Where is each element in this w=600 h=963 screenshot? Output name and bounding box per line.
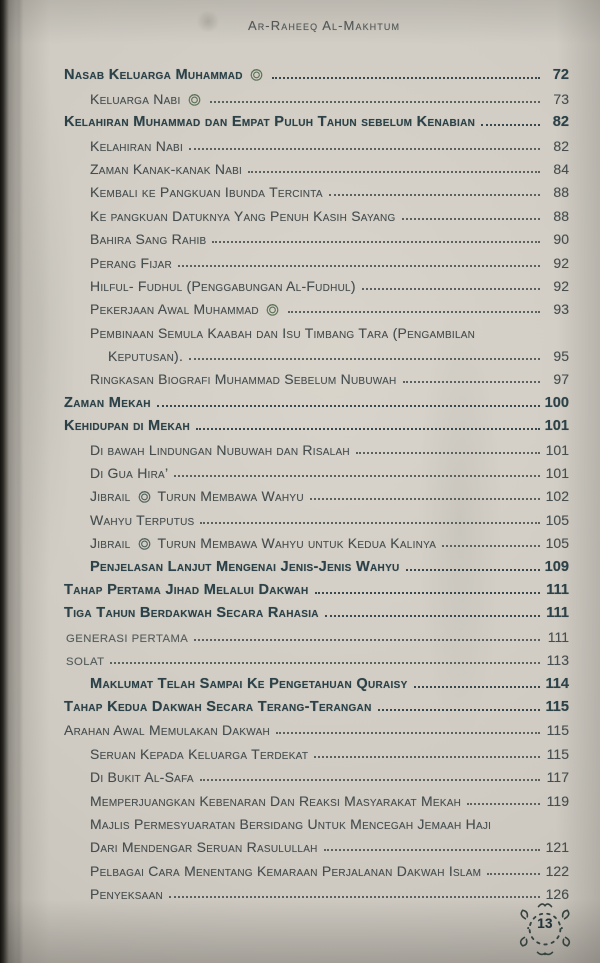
dotted-leader	[178, 265, 540, 267]
toc-entry-label: Jibrail Turun Membawa Wahyu untuk Kedua Kalinya	[90, 535, 437, 552]
dotted-leader	[406, 569, 540, 571]
toc-entry	[0, 855, 569, 878]
dotted-leader	[481, 124, 540, 126]
page-ref: 72	[552, 67, 569, 84]
dotted-leader	[174, 475, 540, 477]
toc-entry	[0, 224, 569, 247]
alayhis-salam-calligraphy-icon	[137, 536, 152, 551]
toc-entry	[0, 434, 569, 457]
page-ref: 93	[553, 301, 569, 318]
toc-entry	[0, 130, 569, 153]
pbuh-calligraphy-icon	[187, 92, 202, 107]
toc-entry	[0, 481, 569, 504]
toc-entry	[0, 762, 569, 785]
dotted-leader	[442, 545, 540, 547]
page-ref: 115	[546, 745, 569, 762]
dotted-leader	[403, 381, 540, 383]
page-ref: 97	[553, 371, 569, 388]
page-ref: 105	[545, 511, 569, 528]
toc-entry	[0, 551, 569, 574]
page-ref: 111	[546, 605, 569, 622]
dotted-leader	[402, 218, 540, 220]
page-ref: 114	[545, 675, 569, 692]
dotted-leader	[110, 662, 540, 664]
page-ref: 84	[553, 160, 569, 177]
dotted-leader	[169, 896, 540, 898]
toc-entry	[0, 621, 569, 644]
page-ref: 101	[545, 465, 569, 482]
dotted-leader	[276, 732, 540, 734]
toc-entry	[0, 294, 569, 317]
dotted-leader	[414, 686, 540, 688]
dotted-leader	[272, 77, 540, 79]
toc-entry	[0, 247, 569, 270]
toc-entry	[0, 458, 569, 481]
toc-entry	[0, 715, 569, 738]
page-ref: 119	[546, 792, 569, 809]
toc-entry	[0, 107, 569, 130]
toc-entry-label: Ringkasan Biografi Muhammad Sebelum Nubuwah	[90, 371, 397, 388]
dotted-leader	[329, 194, 540, 196]
toc-entry-label: Kembali ke Pangkuan Ibunda Tercinta	[90, 184, 323, 201]
toc-entry-label: Di Gua Hira’	[90, 465, 169, 482]
page-ref: 101	[544, 418, 569, 435]
toc-entry-label: Pembinaan Semula Kaabah dan Isu Timbang Tara (Pengambilan	[90, 324, 476, 341]
page-ref: 111	[546, 581, 569, 598]
toc-entry-label: Ke pangkuan Datuknya Yang Penuh Kasih Sayang	[90, 207, 396, 224]
dotted-leader	[189, 358, 540, 360]
toc-entry	[0, 317, 569, 340]
page-ref: 82	[553, 137, 569, 154]
toc-entry	[0, 809, 569, 832]
toc-entry-label: Zaman Mekah	[64, 394, 151, 411]
toc-entry	[0, 598, 569, 621]
toc-entry-label: Keluarga Nabi	[90, 91, 204, 107]
toc-entry	[0, 645, 569, 668]
toc-entry-label: Majlis Permesyuaratan Bersidang Untuk Mencegah Jemaah Haji	[90, 815, 492, 832]
dotted-leader	[325, 615, 540, 617]
toc-entry	[0, 668, 569, 691]
toc-entry-label: Tiga Tahun Berdakwah Secara Rahasia	[64, 605, 319, 622]
toc-entry-continuation	[0, 832, 569, 855]
dotted-leader	[200, 779, 540, 781]
pbuh-calligraphy-icon	[249, 67, 264, 82]
toc-entry	[0, 364, 569, 387]
page-ref: 92	[553, 277, 569, 294]
page-ref: 95	[553, 348, 569, 365]
toc-entry-label: Seruan Kepada Keluarga Terdekat	[90, 745, 309, 762]
toc-entry	[0, 785, 569, 808]
alayhis-salam-calligraphy-icon	[137, 489, 152, 504]
toc-entry	[0, 60, 569, 83]
toc-entry-label: Memperjuangkan Kebenaran Dan Reaksi Masyarakat Mekah	[90, 792, 462, 809]
dotted-leader	[288, 311, 540, 313]
dotted-leader	[310, 498, 540, 500]
toc-entry-label: Maklumat Telah Sampai Ke Pengetahuan Quraisy	[90, 675, 408, 692]
dotted-leader	[248, 171, 540, 173]
dotted-leader	[324, 849, 540, 851]
toc-entry-label: Tahap Kedua Dakwah Secara Terang-Terangan	[64, 698, 372, 715]
toc-entry-label: Di bawah Lindungan Nubuwah dan Risalah	[90, 441, 350, 458]
page-ref: 100	[544, 394, 569, 411]
dotted-leader	[210, 101, 540, 103]
toc-entry	[0, 692, 569, 715]
toc-entry-label: Hilful- Fudhul (Penggabungan Al-Fudhul)	[90, 277, 356, 294]
toc-entry-label: Arahan Awal Memulakan Dakwah	[64, 722, 270, 739]
page-ref: 122	[545, 862, 569, 879]
toc-entry-label: GENERASI PERTAMA	[66, 632, 189, 645]
toc-entry	[0, 83, 569, 106]
running-title: Ar-Raheeq Al-Makhtum	[247, 18, 401, 33]
dotted-leader	[200, 522, 540, 524]
page-ref: 88	[553, 184, 569, 201]
toc-entry-label: Keputusan).	[108, 348, 184, 365]
toc-entry	[0, 504, 569, 527]
page-number: 13	[537, 916, 553, 931]
dotted-leader	[314, 756, 540, 758]
page-ref: 115	[546, 722, 569, 739]
toc-entry	[0, 575, 569, 598]
toc-entry-label: Dari Mendengar Seruan Rasulullah	[90, 839, 318, 856]
dotted-leader	[194, 639, 540, 641]
toc-entry-label: Kehidupan di Mekah	[64, 418, 191, 435]
toc-entry-continuation	[0, 341, 569, 364]
page-ref: 115	[545, 698, 569, 715]
toc-entry-label: Pekerjaan Awal Muhammad	[90, 301, 282, 317]
dotted-leader	[356, 452, 540, 454]
toc-entry-label: Jibrail Turun Membawa Wahyu	[90, 488, 304, 505]
toc-entry	[0, 154, 569, 177]
toc-entry-label: Penyeksaan	[90, 886, 163, 903]
dotted-leader	[315, 592, 540, 594]
toc-entry-label: Kelahiran Nabi	[90, 137, 183, 154]
page-ref: 88	[553, 207, 569, 224]
toc-entry-label: Pelbagai Cara Menentang Kemaraan Perjalanan Dakwah Islam	[90, 862, 482, 879]
page-ref: 121	[545, 839, 569, 856]
toc-entry	[0, 879, 569, 902]
dotted-leader	[467, 803, 540, 805]
dotted-leader	[487, 873, 540, 875]
page-ref: 111	[547, 628, 569, 645]
page-ref: 109	[544, 558, 569, 575]
dotted-leader	[196, 428, 540, 430]
page-ref: 90	[553, 231, 569, 248]
toc-entry-label: Wahyu Terputus	[90, 511, 195, 528]
toc-entry-label: Nasab Keluarga Muhammad	[64, 67, 266, 83]
toc-entry	[0, 738, 569, 761]
toc-entry	[0, 177, 569, 200]
toc-entry	[0, 200, 569, 223]
page-number-ornament	[517, 901, 573, 957]
page-ref: 92	[553, 254, 569, 271]
toc-entry-label: Zaman Kanak-kanak Nabi	[90, 160, 243, 177]
page-ref: 102	[545, 488, 569, 505]
page-ref: 117	[546, 769, 569, 786]
toc-entry-label: Penjelasan Lanjut Mengenai Jenis-Jenis Wahyu	[90, 558, 400, 575]
toc-entry-label: Kelahiran Muhammad dan Empat Puluh Tahun sebelum Kenabian	[64, 114, 476, 131]
page-ref: 101	[545, 441, 569, 458]
dotted-leader	[378, 709, 540, 711]
page-ref: 73	[553, 90, 569, 107]
toc-entry-label: Di Bukit Al-Safa	[90, 769, 194, 786]
table-of-contents	[0, 60, 569, 902]
dotted-leader	[189, 148, 540, 150]
page-ref: 126	[545, 886, 569, 903]
page-ref: 113	[546, 652, 569, 669]
page-ref: 105	[545, 535, 569, 552]
toc-entry-label: Perang Fijar	[90, 254, 173, 271]
toc-entry	[0, 411, 569, 434]
dotted-leader	[362, 288, 540, 290]
toc-entry-label: Tahap Pertama Jihad Melalui Dakwah	[64, 581, 309, 598]
toc-entry	[0, 528, 569, 551]
toc-entry-label: SOLAT	[66, 656, 105, 669]
page-ref: 82	[552, 114, 569, 131]
dotted-leader	[157, 405, 540, 407]
toc-entry	[0, 271, 569, 294]
toc-entry-label: Bahira Sang Rahib	[90, 231, 207, 248]
toc-entry	[0, 387, 569, 410]
pbuh-calligraphy-icon	[265, 302, 280, 317]
dotted-leader	[212, 241, 540, 243]
